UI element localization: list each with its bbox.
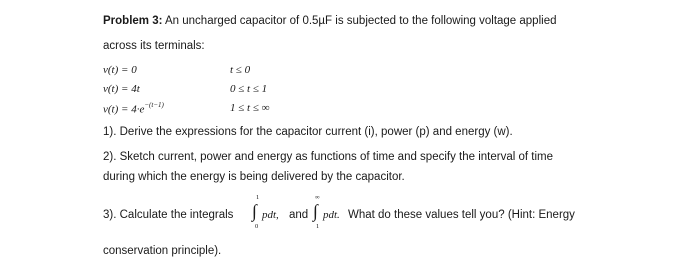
integral-2-integrand: pdt. [323, 209, 340, 221]
question-3-suffix: What do these values tell you? (Hint: Energy [348, 209, 575, 221]
voltage-expr-3-base: v(t) = 4·e [103, 103, 145, 116]
question-2-line1: 2). Sketch current, power and energy as functions of time and specify the interval of time [103, 151, 554, 163]
voltage-expr-3-exponent: −(t−1) [144, 101, 164, 109]
integral-1-lower: 0 [255, 223, 259, 230]
question-3-line2: conservation principle). [103, 245, 222, 257]
question-3-and: and [289, 209, 309, 221]
problem-intro: An uncharged capacitor of 0.5µF is subjected to the following voltage applied [165, 15, 557, 27]
question-1: 1). Derive the expressions for the capacitor current (i), power (p) and energy (w). [103, 126, 513, 138]
question-2-line2: during which the energy is being delivered by the capacitor. [103, 171, 405, 183]
question-3-prefix: 3). Calculate the integrals [103, 209, 234, 221]
integral-1-integrand: pdt, [262, 209, 279, 221]
integral-1-upper: 1 [256, 194, 260, 201]
voltage-cond-3: 1 ≤ t ≤ ∞ [230, 102, 270, 114]
problem-heading [103, 16, 556, 28]
voltage-expr-3 [103, 103, 164, 116]
integral-2-upper: ∞ [315, 194, 320, 201]
problem-label: Problem 3: [103, 15, 163, 27]
voltage-cond-2: 0 ≤ t ≤ 1 [230, 83, 268, 95]
voltage-expr-1: v(t) = 0 [103, 64, 137, 76]
integral-2-sign: ∫ [313, 201, 318, 221]
voltage-expr-2: v(t) = 4t [103, 83, 140, 95]
voltage-cond-1: t ≤ 0 [230, 64, 251, 76]
integral-1-sign: ∫ [252, 201, 257, 221]
problem-intro-line2: across its terminals: [103, 40, 205, 52]
integral-2-lower: 1 [316, 223, 320, 230]
